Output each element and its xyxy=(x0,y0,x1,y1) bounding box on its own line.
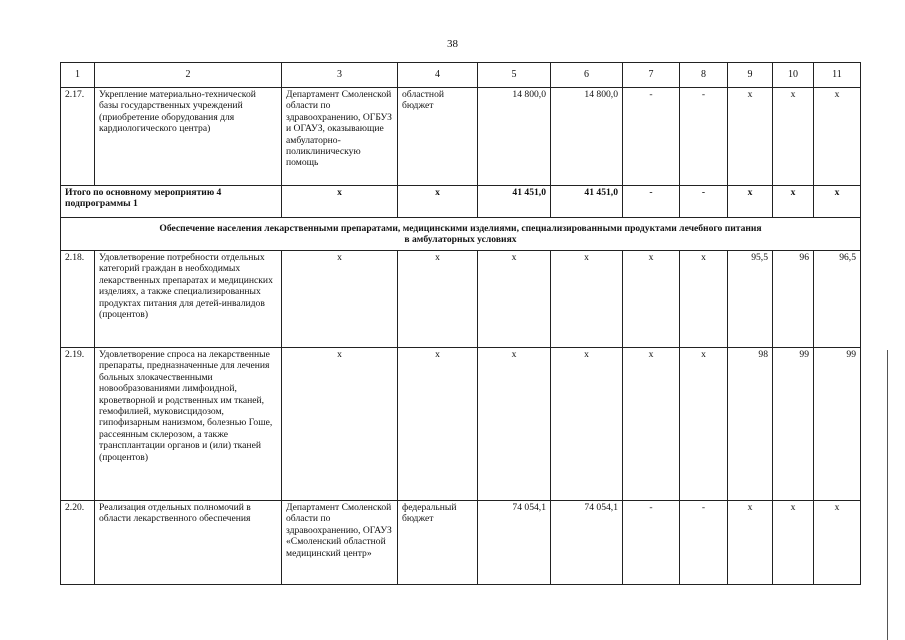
cell-5: 14 800,0 xyxy=(478,88,551,186)
col-header: 11 xyxy=(814,63,861,88)
cell-11: 96,5 xyxy=(814,251,861,348)
executor: Департамент Смоленской области по здравоохранению, ОГБУЗ и ОГАУЗ, оказывающие амбулаторно-поликлиническую помощь xyxy=(282,88,398,186)
row-number: 2.17. xyxy=(61,88,95,186)
cell-7: x xyxy=(623,348,680,501)
cell-8: x xyxy=(680,251,728,348)
cell-8: - xyxy=(680,88,728,186)
funding-source: областной бюджет xyxy=(398,88,478,186)
funding-source: федеральный бюджет xyxy=(398,501,478,585)
total-label: Итого по основному мероприятию 4 подпрограммы 1 xyxy=(61,186,282,218)
executor: Департамент Смоленской области по здравоохранению, ОГАУЗ «Смоленский областной медицинский центр» xyxy=(282,501,398,585)
cell-3: x xyxy=(282,186,398,218)
table-row-2-19 xyxy=(61,348,861,501)
section-header-row xyxy=(61,218,861,251)
cell-11: x xyxy=(814,186,861,218)
cell-11: 99 xyxy=(814,348,861,501)
table-row-2-20 xyxy=(61,501,861,585)
col-header: 6 xyxy=(551,63,623,88)
cell-4: x xyxy=(398,251,478,348)
cell-11: x xyxy=(814,501,861,585)
cell-10: x xyxy=(773,88,814,186)
cell-6: x xyxy=(551,251,623,348)
cell-6: 41 451,0 xyxy=(551,186,623,218)
measure-name: Укрепление материально-технической базы государственных учреждений (приобретение оборудования для кардиологического центра) xyxy=(95,88,282,186)
section-title-line-1: Обеспечение населения лекарственными препаратами, медицинскими изделиями, специализированными продуктами лечебного питания xyxy=(159,222,762,234)
col-header: 4 xyxy=(398,63,478,88)
cell-9: x xyxy=(728,501,773,585)
table-row-2-18 xyxy=(61,251,861,348)
cell-6: 14 800,0 xyxy=(551,88,623,186)
row-number: 2.20. xyxy=(61,501,95,585)
row-number: 2.19. xyxy=(61,348,95,501)
cell-5: 41 451,0 xyxy=(478,186,551,218)
cell-6: x xyxy=(551,348,623,501)
measure-name: Реализация отдельных полномочий в области лекарственного обеспечения xyxy=(95,501,282,585)
cell-10: 99 xyxy=(773,348,814,501)
col-header: 10 xyxy=(773,63,814,88)
cell-4: x xyxy=(398,186,478,218)
cell-10: x xyxy=(773,501,814,585)
cell-10: x xyxy=(773,186,814,218)
section-title xyxy=(61,218,861,251)
col-header: 3 xyxy=(282,63,398,88)
cell-7: - xyxy=(623,501,680,585)
cell-9: x xyxy=(728,186,773,218)
section-title-line-2: в амбулаторных условиях xyxy=(404,234,517,245)
program-table xyxy=(60,62,861,585)
cell-4: x xyxy=(398,348,478,501)
column-number-row xyxy=(61,63,861,88)
col-header: 8 xyxy=(680,63,728,88)
col-header: 7 xyxy=(623,63,680,88)
measure-name: Удовлетворение спроса на лекарственные препараты, предназначенные для лечения больных злокачественными новообразованиями лимфоидной, кроветворной и родственных им тканей, гемофилией, муковисцидозом, гипофизарным нанизмом, болезнью Гоше, рассеянным склерозом, а также трансплантации органов и (или) тканей (процентов) xyxy=(95,348,282,501)
cell-9: 95,5 xyxy=(728,251,773,348)
cell-10: 96 xyxy=(773,251,814,348)
cell-9: 98 xyxy=(728,348,773,501)
cell-8: x xyxy=(680,348,728,501)
cell-9: x xyxy=(728,88,773,186)
cell-11: x xyxy=(814,88,861,186)
cell-7: - xyxy=(623,186,680,218)
cell-8: - xyxy=(680,186,728,218)
col-header: 2 xyxy=(95,63,282,88)
cell-5: x xyxy=(478,251,551,348)
table-row-2-17 xyxy=(61,88,861,186)
col-header: 1 xyxy=(61,63,95,88)
cell-5: 74 054,1 xyxy=(478,501,551,585)
cell-7: x xyxy=(623,251,680,348)
row-number: 2.18. xyxy=(61,251,95,348)
cell-3: x xyxy=(282,348,398,501)
cell-3: x xyxy=(282,251,398,348)
cell-5: x xyxy=(478,348,551,501)
cell-6: 74 054,1 xyxy=(551,501,623,585)
table-row-total xyxy=(61,186,861,218)
page-number: 38 xyxy=(447,38,458,50)
scan-edge-line xyxy=(887,350,888,640)
cell-7: - xyxy=(623,88,680,186)
col-header: 9 xyxy=(728,63,773,88)
cell-8: - xyxy=(680,501,728,585)
col-header: 5 xyxy=(478,63,551,88)
measure-name: Удовлетворение потребности отдельных категорий граждан в необходимых лекарственных препаратах и медицинских изделиях, а также специализированных продуктах питания для детей-инвалидов (процентов) xyxy=(95,251,282,348)
